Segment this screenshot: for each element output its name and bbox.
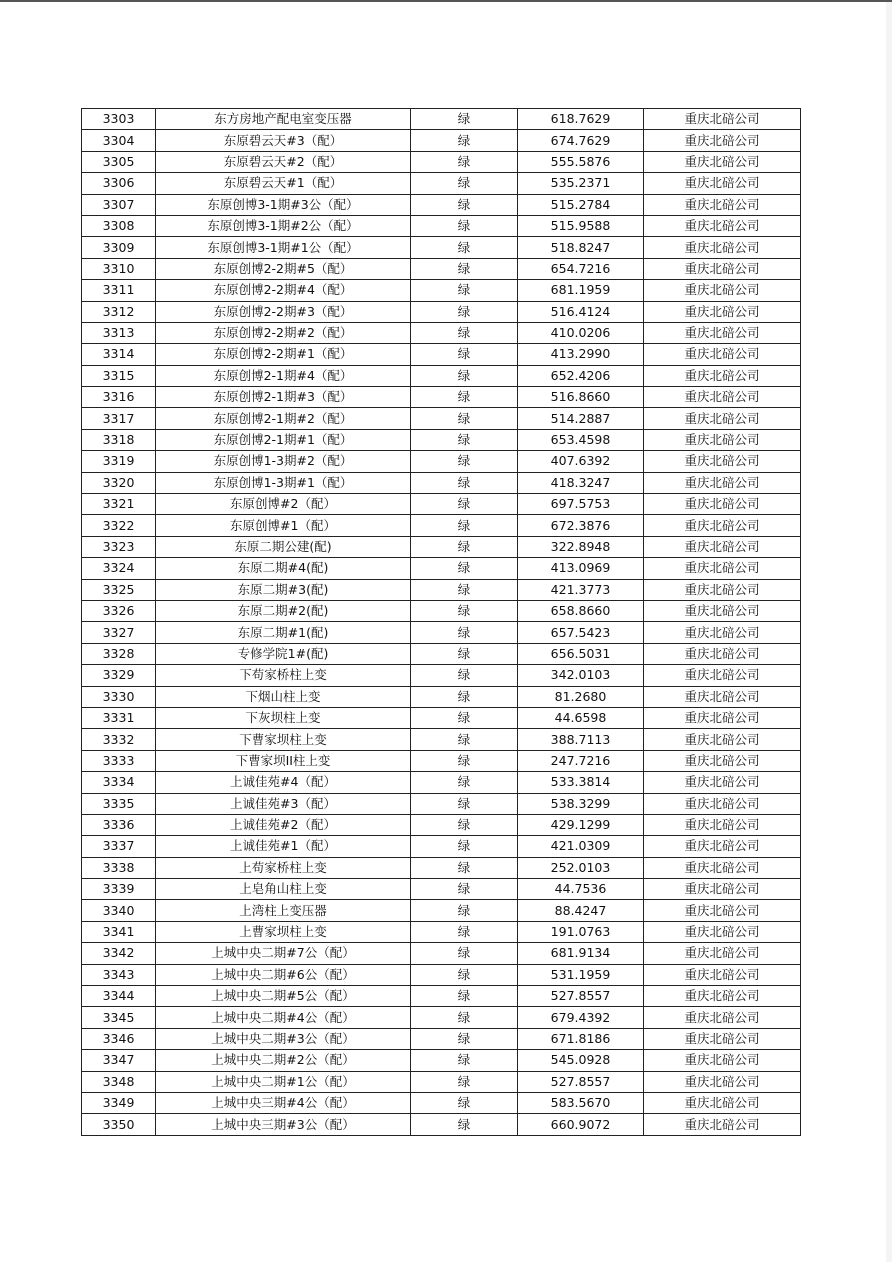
name-cell: 东原创博2-2期#4（配） xyxy=(156,280,411,301)
row-id-cell: 3315 xyxy=(82,365,156,386)
row-id-cell: 3328 xyxy=(82,643,156,664)
name-cell: 东原创博2-2期#5（配） xyxy=(156,258,411,279)
row-id-cell: 3329 xyxy=(82,665,156,686)
name-cell: 上城中央二期#7公（配） xyxy=(156,943,411,964)
table-row xyxy=(82,1071,801,1092)
value-cell: 653.4598 xyxy=(518,429,644,450)
table-row xyxy=(82,215,801,236)
name-cell: 下苟家桥柱上变 xyxy=(156,665,411,686)
company-cell: 重庆北碚公司 xyxy=(644,536,801,557)
table-row xyxy=(82,472,801,493)
company-cell: 重庆北碚公司 xyxy=(644,729,801,750)
company-cell: 重庆北碚公司 xyxy=(644,986,801,1007)
value-cell: 191.0763 xyxy=(518,921,644,942)
name-cell: 下烟山柱上变 xyxy=(156,686,411,707)
row-id-cell: 3337 xyxy=(82,836,156,857)
color-cell: 绿 xyxy=(411,387,518,408)
value-cell: 652.4206 xyxy=(518,365,644,386)
row-id-cell: 3341 xyxy=(82,921,156,942)
color-cell: 绿 xyxy=(411,280,518,301)
color-cell: 绿 xyxy=(411,1071,518,1092)
value-cell: 672.3876 xyxy=(518,515,644,536)
name-cell: 东原二期#3(配) xyxy=(156,579,411,600)
row-id-cell: 3327 xyxy=(82,622,156,643)
color-cell: 绿 xyxy=(411,836,518,857)
table-row xyxy=(82,665,801,686)
row-id-cell: 3318 xyxy=(82,429,156,450)
value-cell: 555.5876 xyxy=(518,151,644,172)
value-cell: 44.7536 xyxy=(518,879,644,900)
color-cell: 绿 xyxy=(411,879,518,900)
name-cell: 东原创博1-3期#2（配） xyxy=(156,451,411,472)
name-cell: 下灰坝柱上变 xyxy=(156,707,411,728)
company-cell: 重庆北碚公司 xyxy=(644,793,801,814)
company-cell: 重庆北碚公司 xyxy=(644,558,801,579)
name-cell: 东原碧云天#1（配） xyxy=(156,173,411,194)
table-row xyxy=(82,793,801,814)
value-cell: 88.4247 xyxy=(518,900,644,921)
row-id-cell: 3314 xyxy=(82,344,156,365)
name-cell: 东原二期#4(配) xyxy=(156,558,411,579)
company-cell: 重庆北碚公司 xyxy=(644,387,801,408)
company-cell: 重庆北碚公司 xyxy=(644,194,801,215)
value-cell: 657.5423 xyxy=(518,622,644,643)
row-id-cell: 3325 xyxy=(82,579,156,600)
company-cell: 重庆北碚公司 xyxy=(644,494,801,515)
color-cell: 绿 xyxy=(411,857,518,878)
table-row xyxy=(82,344,801,365)
value-cell: 421.3773 xyxy=(518,579,644,600)
table-row xyxy=(82,1092,801,1113)
table-row xyxy=(82,301,801,322)
company-cell: 重庆北碚公司 xyxy=(644,1071,801,1092)
table-row xyxy=(82,1007,801,1028)
company-cell: 重庆北碚公司 xyxy=(644,258,801,279)
company-cell: 重庆北碚公司 xyxy=(644,130,801,151)
value-cell: 545.0928 xyxy=(518,1050,644,1071)
table-row xyxy=(82,387,801,408)
row-id-cell: 3321 xyxy=(82,494,156,515)
company-cell: 重庆北碚公司 xyxy=(644,237,801,258)
name-cell: 东原创博3-1期#2公（配） xyxy=(156,215,411,236)
value-cell: 342.0103 xyxy=(518,665,644,686)
color-cell: 绿 xyxy=(411,494,518,515)
company-cell: 重庆北碚公司 xyxy=(644,408,801,429)
value-cell: 679.4392 xyxy=(518,1007,644,1028)
color-cell: 绿 xyxy=(411,429,518,450)
table-row xyxy=(82,814,801,835)
company-cell: 重庆北碚公司 xyxy=(644,151,801,172)
value-cell: 674.7629 xyxy=(518,130,644,151)
color-cell: 绿 xyxy=(411,1092,518,1113)
color-cell: 绿 xyxy=(411,408,518,429)
company-cell: 重庆北碚公司 xyxy=(644,1028,801,1049)
value-cell: 516.4124 xyxy=(518,301,644,322)
table-row xyxy=(82,1028,801,1049)
table-row xyxy=(82,151,801,172)
company-cell: 重庆北碚公司 xyxy=(644,280,801,301)
color-cell: 绿 xyxy=(411,151,518,172)
table-row xyxy=(82,1050,801,1071)
company-cell: 重庆北碚公司 xyxy=(644,964,801,985)
table-row xyxy=(82,237,801,258)
company-cell: 重庆北碚公司 xyxy=(644,365,801,386)
name-cell: 东原创博1-3期#1（配） xyxy=(156,472,411,493)
color-cell: 绿 xyxy=(411,1050,518,1071)
color-cell: 绿 xyxy=(411,173,518,194)
color-cell: 绿 xyxy=(411,750,518,771)
color-cell: 绿 xyxy=(411,130,518,151)
table-row xyxy=(82,579,801,600)
value-cell: 515.2784 xyxy=(518,194,644,215)
name-cell: 东原创博2-2期#3（配） xyxy=(156,301,411,322)
value-cell: 658.8660 xyxy=(518,600,644,621)
table-row xyxy=(82,643,801,664)
value-cell: 656.5031 xyxy=(518,643,644,664)
company-cell: 重庆北碚公司 xyxy=(644,1007,801,1028)
company-cell: 重庆北碚公司 xyxy=(644,686,801,707)
row-id-cell: 3342 xyxy=(82,943,156,964)
color-cell: 绿 xyxy=(411,1114,518,1135)
row-id-cell: 3343 xyxy=(82,964,156,985)
value-cell: 654.7216 xyxy=(518,258,644,279)
company-cell: 重庆北碚公司 xyxy=(644,943,801,964)
row-id-cell: 3316 xyxy=(82,387,156,408)
name-cell: 上城中央二期#5公（配） xyxy=(156,986,411,1007)
value-cell: 413.0969 xyxy=(518,558,644,579)
name-cell: 上曹家坝柱上变 xyxy=(156,921,411,942)
table-row xyxy=(82,943,801,964)
row-id-cell: 3347 xyxy=(82,1050,156,1071)
value-cell: 514.2887 xyxy=(518,408,644,429)
name-cell: 东原创博#2（配） xyxy=(156,494,411,515)
table-row xyxy=(82,1114,801,1135)
row-id-cell: 3336 xyxy=(82,814,156,835)
table-row xyxy=(82,600,801,621)
company-cell: 重庆北碚公司 xyxy=(644,622,801,643)
value-cell: 515.9588 xyxy=(518,215,644,236)
name-cell: 上城中央二期#2公（配） xyxy=(156,1050,411,1071)
color-cell: 绿 xyxy=(411,472,518,493)
color-cell: 绿 xyxy=(411,1007,518,1028)
value-cell: 516.8660 xyxy=(518,387,644,408)
name-cell: 上城中央三期#4公（配） xyxy=(156,1092,411,1113)
color-cell: 绿 xyxy=(411,943,518,964)
value-cell: 527.8557 xyxy=(518,1071,644,1092)
name-cell: 东原二期#2(配) xyxy=(156,600,411,621)
page-right-edge xyxy=(886,2,892,1262)
table-row xyxy=(82,280,801,301)
color-cell: 绿 xyxy=(411,365,518,386)
value-cell: 322.8948 xyxy=(518,536,644,557)
value-cell: 671.8186 xyxy=(518,1028,644,1049)
company-cell: 重庆北碚公司 xyxy=(644,707,801,728)
row-id-cell: 3346 xyxy=(82,1028,156,1049)
company-cell: 重庆北碚公司 xyxy=(644,429,801,450)
name-cell: 东原碧云天#2（配） xyxy=(156,151,411,172)
color-cell: 绿 xyxy=(411,301,518,322)
row-id-cell: 3319 xyxy=(82,451,156,472)
company-cell: 重庆北碚公司 xyxy=(644,665,801,686)
value-cell: 407.6392 xyxy=(518,451,644,472)
row-id-cell: 3303 xyxy=(82,109,156,130)
company-cell: 重庆北碚公司 xyxy=(644,301,801,322)
name-cell: 上城中央三期#3公（配） xyxy=(156,1114,411,1135)
table-row xyxy=(82,686,801,707)
row-id-cell: 3335 xyxy=(82,793,156,814)
name-cell: 下曹家坝柱上变 xyxy=(156,729,411,750)
row-id-cell: 3333 xyxy=(82,750,156,771)
table-row xyxy=(82,536,801,557)
value-cell: 413.2990 xyxy=(518,344,644,365)
table-row xyxy=(82,750,801,771)
company-cell: 重庆北碚公司 xyxy=(644,600,801,621)
color-cell: 绿 xyxy=(411,258,518,279)
color-cell: 绿 xyxy=(411,215,518,236)
color-cell: 绿 xyxy=(411,1028,518,1049)
row-id-cell: 3332 xyxy=(82,729,156,750)
name-cell: 上城中央二期#3公（配） xyxy=(156,1028,411,1049)
value-cell: 538.3299 xyxy=(518,793,644,814)
row-id-cell: 3310 xyxy=(82,258,156,279)
company-cell: 重庆北碚公司 xyxy=(644,215,801,236)
row-id-cell: 3307 xyxy=(82,194,156,215)
table-row xyxy=(82,130,801,151)
table-row xyxy=(82,900,801,921)
table-row xyxy=(82,558,801,579)
row-id-cell: 3349 xyxy=(82,1092,156,1113)
row-id-cell: 3331 xyxy=(82,707,156,728)
name-cell: 东原创博#1（配） xyxy=(156,515,411,536)
row-id-cell: 3313 xyxy=(82,322,156,343)
name-cell: 东原创博2-1期#1（配） xyxy=(156,429,411,450)
row-id-cell: 3308 xyxy=(82,215,156,236)
name-cell: 东原碧云天#3（配） xyxy=(156,130,411,151)
table-row xyxy=(82,322,801,343)
table-row xyxy=(82,408,801,429)
row-id-cell: 3334 xyxy=(82,772,156,793)
row-id-cell: 3348 xyxy=(82,1071,156,1092)
row-id-cell: 3306 xyxy=(82,173,156,194)
name-cell: 专修学院1#(配) xyxy=(156,643,411,664)
company-cell: 重庆北碚公司 xyxy=(644,750,801,771)
company-cell: 重庆北碚公司 xyxy=(644,322,801,343)
row-id-cell: 3345 xyxy=(82,1007,156,1028)
color-cell: 绿 xyxy=(411,622,518,643)
row-id-cell: 3322 xyxy=(82,515,156,536)
color-cell: 绿 xyxy=(411,707,518,728)
color-cell: 绿 xyxy=(411,900,518,921)
company-cell: 重庆北碚公司 xyxy=(644,472,801,493)
company-cell: 重庆北碚公司 xyxy=(644,1050,801,1071)
name-cell: 上皂角山柱上变 xyxy=(156,879,411,900)
color-cell: 绿 xyxy=(411,729,518,750)
row-id-cell: 3317 xyxy=(82,408,156,429)
table-row xyxy=(82,494,801,515)
color-cell: 绿 xyxy=(411,665,518,686)
value-cell: 418.3247 xyxy=(518,472,644,493)
table-row xyxy=(82,729,801,750)
name-cell: 东原创博2-1期#2（配） xyxy=(156,408,411,429)
company-cell: 重庆北碚公司 xyxy=(644,814,801,835)
value-cell: 252.0103 xyxy=(518,857,644,878)
color-cell: 绿 xyxy=(411,515,518,536)
color-cell: 绿 xyxy=(411,194,518,215)
name-cell: 东原创博2-1期#4（配） xyxy=(156,365,411,386)
table-row xyxy=(82,986,801,1007)
name-cell: 上湾柱上变压器 xyxy=(156,900,411,921)
value-cell: 81.2680 xyxy=(518,686,644,707)
table-row xyxy=(82,109,801,130)
company-cell: 重庆北碚公司 xyxy=(644,1092,801,1113)
table-row xyxy=(82,836,801,857)
color-cell: 绿 xyxy=(411,643,518,664)
table-row xyxy=(82,964,801,985)
color-cell: 绿 xyxy=(411,344,518,365)
company-cell: 重庆北碚公司 xyxy=(644,515,801,536)
value-cell: 681.9134 xyxy=(518,943,644,964)
table-row xyxy=(82,451,801,472)
row-id-cell: 3324 xyxy=(82,558,156,579)
data-table xyxy=(81,108,801,1136)
color-cell: 绿 xyxy=(411,237,518,258)
company-cell: 重庆北碚公司 xyxy=(644,1114,801,1135)
name-cell: 上诚佳苑#4（配） xyxy=(156,772,411,793)
company-cell: 重庆北碚公司 xyxy=(644,900,801,921)
color-cell: 绿 xyxy=(411,793,518,814)
value-cell: 421.0309 xyxy=(518,836,644,857)
row-id-cell: 3304 xyxy=(82,130,156,151)
company-cell: 重庆北碚公司 xyxy=(644,857,801,878)
company-cell: 重庆北碚公司 xyxy=(644,772,801,793)
value-cell: 44.6598 xyxy=(518,707,644,728)
color-cell: 绿 xyxy=(411,964,518,985)
row-id-cell: 3309 xyxy=(82,237,156,258)
color-cell: 绿 xyxy=(411,536,518,557)
row-id-cell: 3338 xyxy=(82,857,156,878)
name-cell: 东原二期公建(配) xyxy=(156,536,411,557)
value-cell: 518.8247 xyxy=(518,237,644,258)
color-cell: 绿 xyxy=(411,579,518,600)
row-id-cell: 3312 xyxy=(82,301,156,322)
row-id-cell: 3305 xyxy=(82,151,156,172)
company-cell: 重庆北碚公司 xyxy=(644,921,801,942)
table-row xyxy=(82,622,801,643)
color-cell: 绿 xyxy=(411,322,518,343)
value-cell: 583.5670 xyxy=(518,1092,644,1113)
value-cell: 681.1959 xyxy=(518,280,644,301)
name-cell: 上诚佳苑#1（配） xyxy=(156,836,411,857)
company-cell: 重庆北碚公司 xyxy=(644,579,801,600)
value-cell: 388.7113 xyxy=(518,729,644,750)
color-cell: 绿 xyxy=(411,814,518,835)
table-row xyxy=(82,258,801,279)
color-cell: 绿 xyxy=(411,451,518,472)
row-id-cell: 3330 xyxy=(82,686,156,707)
value-cell: 697.5753 xyxy=(518,494,644,515)
row-id-cell: 3344 xyxy=(82,986,156,1007)
company-cell: 重庆北碚公司 xyxy=(644,173,801,194)
company-cell: 重庆北碚公司 xyxy=(644,836,801,857)
name-cell: 东原创博3-1期#1公（配） xyxy=(156,237,411,258)
table-row xyxy=(82,857,801,878)
color-cell: 绿 xyxy=(411,686,518,707)
table-row xyxy=(82,707,801,728)
row-id-cell: 3326 xyxy=(82,600,156,621)
name-cell: 下曹家坝II柱上变 xyxy=(156,750,411,771)
name-cell: 上城中央二期#6公（配） xyxy=(156,964,411,985)
page-top-border xyxy=(0,0,892,2)
value-cell: 533.3814 xyxy=(518,772,644,793)
row-id-cell: 3350 xyxy=(82,1114,156,1135)
value-cell: 531.1959 xyxy=(518,964,644,985)
company-cell: 重庆北碚公司 xyxy=(644,879,801,900)
value-cell: 527.8557 xyxy=(518,986,644,1007)
row-id-cell: 3339 xyxy=(82,879,156,900)
name-cell: 东原创博2-1期#3（配） xyxy=(156,387,411,408)
table-row xyxy=(82,173,801,194)
table-row xyxy=(82,772,801,793)
name-cell: 东原创博2-2期#2（配） xyxy=(156,322,411,343)
value-cell: 535.2371 xyxy=(518,173,644,194)
table-row xyxy=(82,429,801,450)
row-id-cell: 3323 xyxy=(82,536,156,557)
table-row xyxy=(82,365,801,386)
name-cell: 东原二期#1(配) xyxy=(156,622,411,643)
color-cell: 绿 xyxy=(411,772,518,793)
table-row xyxy=(82,515,801,536)
name-cell: 上诚佳苑#3（配） xyxy=(156,793,411,814)
name-cell: 上城中央二期#1公（配） xyxy=(156,1071,411,1092)
row-id-cell: 3340 xyxy=(82,900,156,921)
value-cell: 247.7216 xyxy=(518,750,644,771)
company-cell: 重庆北碚公司 xyxy=(644,109,801,130)
value-cell: 618.7629 xyxy=(518,109,644,130)
name-cell: 上城中央二期#4公（配） xyxy=(156,1007,411,1028)
name-cell: 东原创博2-2期#1（配） xyxy=(156,344,411,365)
row-id-cell: 3320 xyxy=(82,472,156,493)
company-cell: 重庆北碚公司 xyxy=(644,643,801,664)
color-cell: 绿 xyxy=(411,986,518,1007)
color-cell: 绿 xyxy=(411,558,518,579)
company-cell: 重庆北碚公司 xyxy=(644,451,801,472)
color-cell: 绿 xyxy=(411,109,518,130)
table-row xyxy=(82,921,801,942)
value-cell: 429.1299 xyxy=(518,814,644,835)
table-row xyxy=(82,194,801,215)
name-cell: 东方房地产配电室变压器 xyxy=(156,109,411,130)
value-cell: 410.0206 xyxy=(518,322,644,343)
name-cell: 上苟家桥柱上变 xyxy=(156,857,411,878)
row-id-cell: 3311 xyxy=(82,280,156,301)
name-cell: 东原创博3-1期#3公（配） xyxy=(156,194,411,215)
color-cell: 绿 xyxy=(411,921,518,942)
name-cell: 上诚佳苑#2（配） xyxy=(156,814,411,835)
table-body xyxy=(82,109,801,1136)
value-cell: 660.9072 xyxy=(518,1114,644,1135)
table-row xyxy=(82,879,801,900)
company-cell: 重庆北碚公司 xyxy=(644,344,801,365)
color-cell: 绿 xyxy=(411,600,518,621)
